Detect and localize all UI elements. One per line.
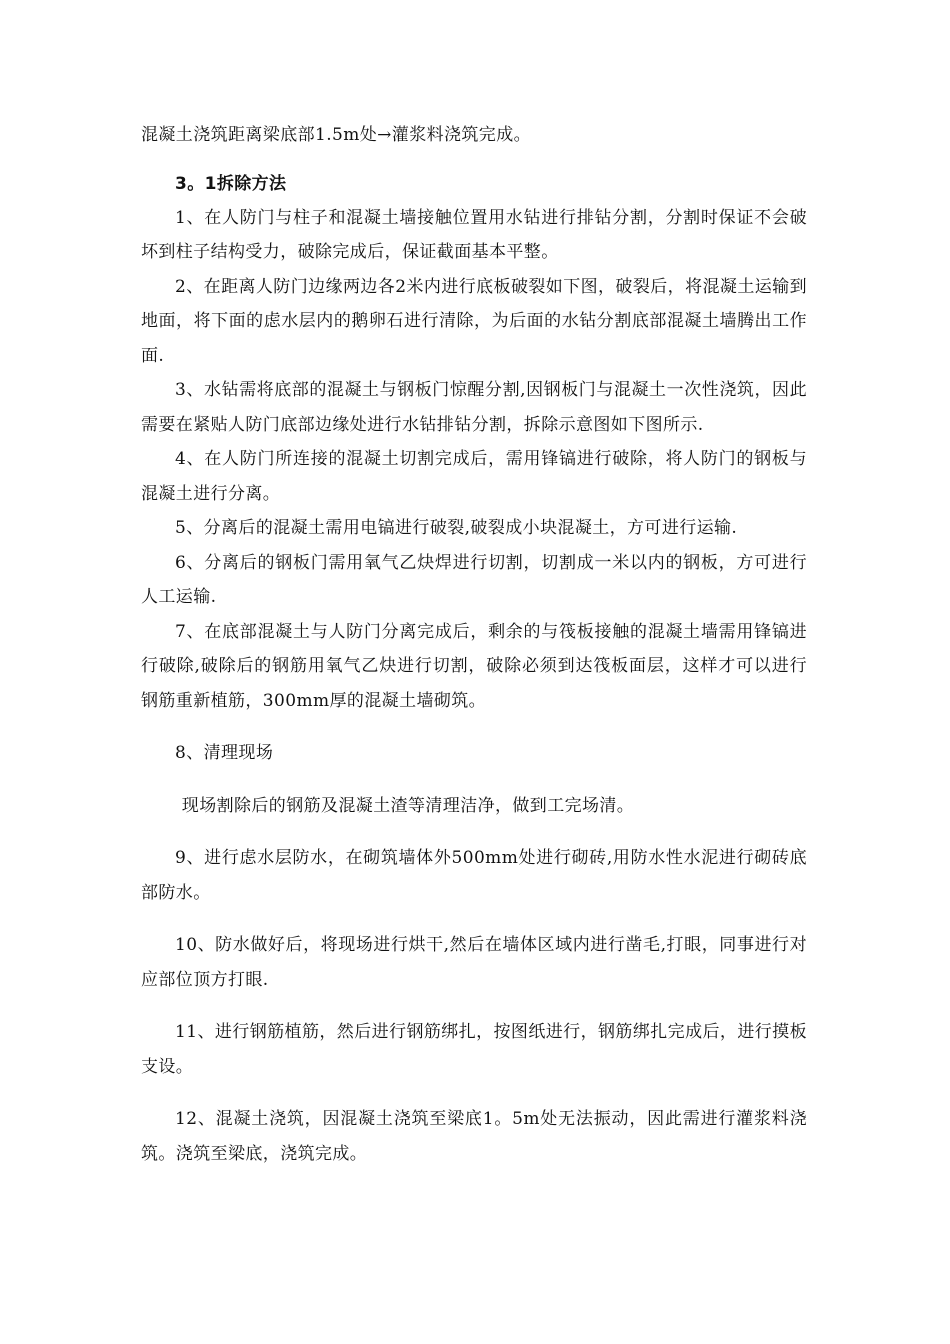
paragraph-12: 12、混凝土浇筑，因混凝土浇筑至梁底1。5m处无法振动，因此需进行灌浆料浇筑。浇筑至梁底，浇筑完成。 xyxy=(141,1109,807,1164)
paragraph-8: 8、清理现场 xyxy=(175,743,274,763)
paragraph-11: 11、进行钢筋植筋，然后进行钢筋绑扎，按图纸进行，钢筋绑扎完成后，进行摸板支设。 xyxy=(141,1022,807,1077)
paragraph-8-detail: 现场割除后的钢筋及混凝土渣等清理洁净，做到工完场清。 xyxy=(181,795,635,816)
paragraph-4: 4、在人防门所连接的混凝土切割完成后，需用锋镐进行破除，将人防门的钢板与混凝土进行分离。 xyxy=(141,449,807,504)
paragraph-2: 2、在距离人防门边缘两边各2米内进行底板破裂如下图，破裂后，将混凝土运输到地面，将下面的虑水层内的鹅卵石进行清除，为后面的水钻分割底部混凝土墙腾出工作面. xyxy=(141,276,807,366)
intro-line: 混凝土浇筑距离梁底部1.5m处→灌浆料浇筑完成。 xyxy=(141,125,531,145)
paragraph-5: 5、分离后的混凝土需用电镐进行破裂,破裂成小块混凝土，方可进行运输. xyxy=(175,518,738,538)
paragraph-7: 7、在底部混凝土与人防门分离完成后，剩余的与筏板接触的混凝土墙需用锋镐进行破除,破除后的钢筋用氧气乙炔进行切割，破除必须到达筏板面层，这样才可以进行钢筋重新植筋，300mm厚的混凝土墙砌筑。 xyxy=(141,621,807,711)
paragraph-10: 10、防水做好后，将现场进行烘干,然后在墙体区域内进行凿毛,打眼，同事进行对应部位顶方打眼. xyxy=(141,935,807,990)
document-body xyxy=(141,118,807,1171)
paragraph-3: 3、水钻需将底部的混凝土与钢板门惊醒分割,因钢板门与混凝土一次性浇筑，因此需要在紧贴人防门底部边缘处进行水钻排钻分割，拆除示意图如下图所示. xyxy=(141,380,807,435)
section-heading: 3。1拆除方法 xyxy=(175,173,287,194)
paragraph-1: 1、在人防门与柱子和混凝土墙接触位置用水钻进行排钻分割，分割时保证不会破坏到柱子结构受力，破除完成后，保证截面基本平整。 xyxy=(141,207,807,262)
paragraph-6: 6、分离后的钢板门需用氧气乙炔焊进行切割，切割成一米以内的钢板，方可进行人工运输. xyxy=(141,552,807,607)
paragraph-9: 9、进行虑水层防水，在砌筑墙体外500mm处进行砌砖,用防水性水泥进行砌砖底部防水。 xyxy=(141,848,807,903)
